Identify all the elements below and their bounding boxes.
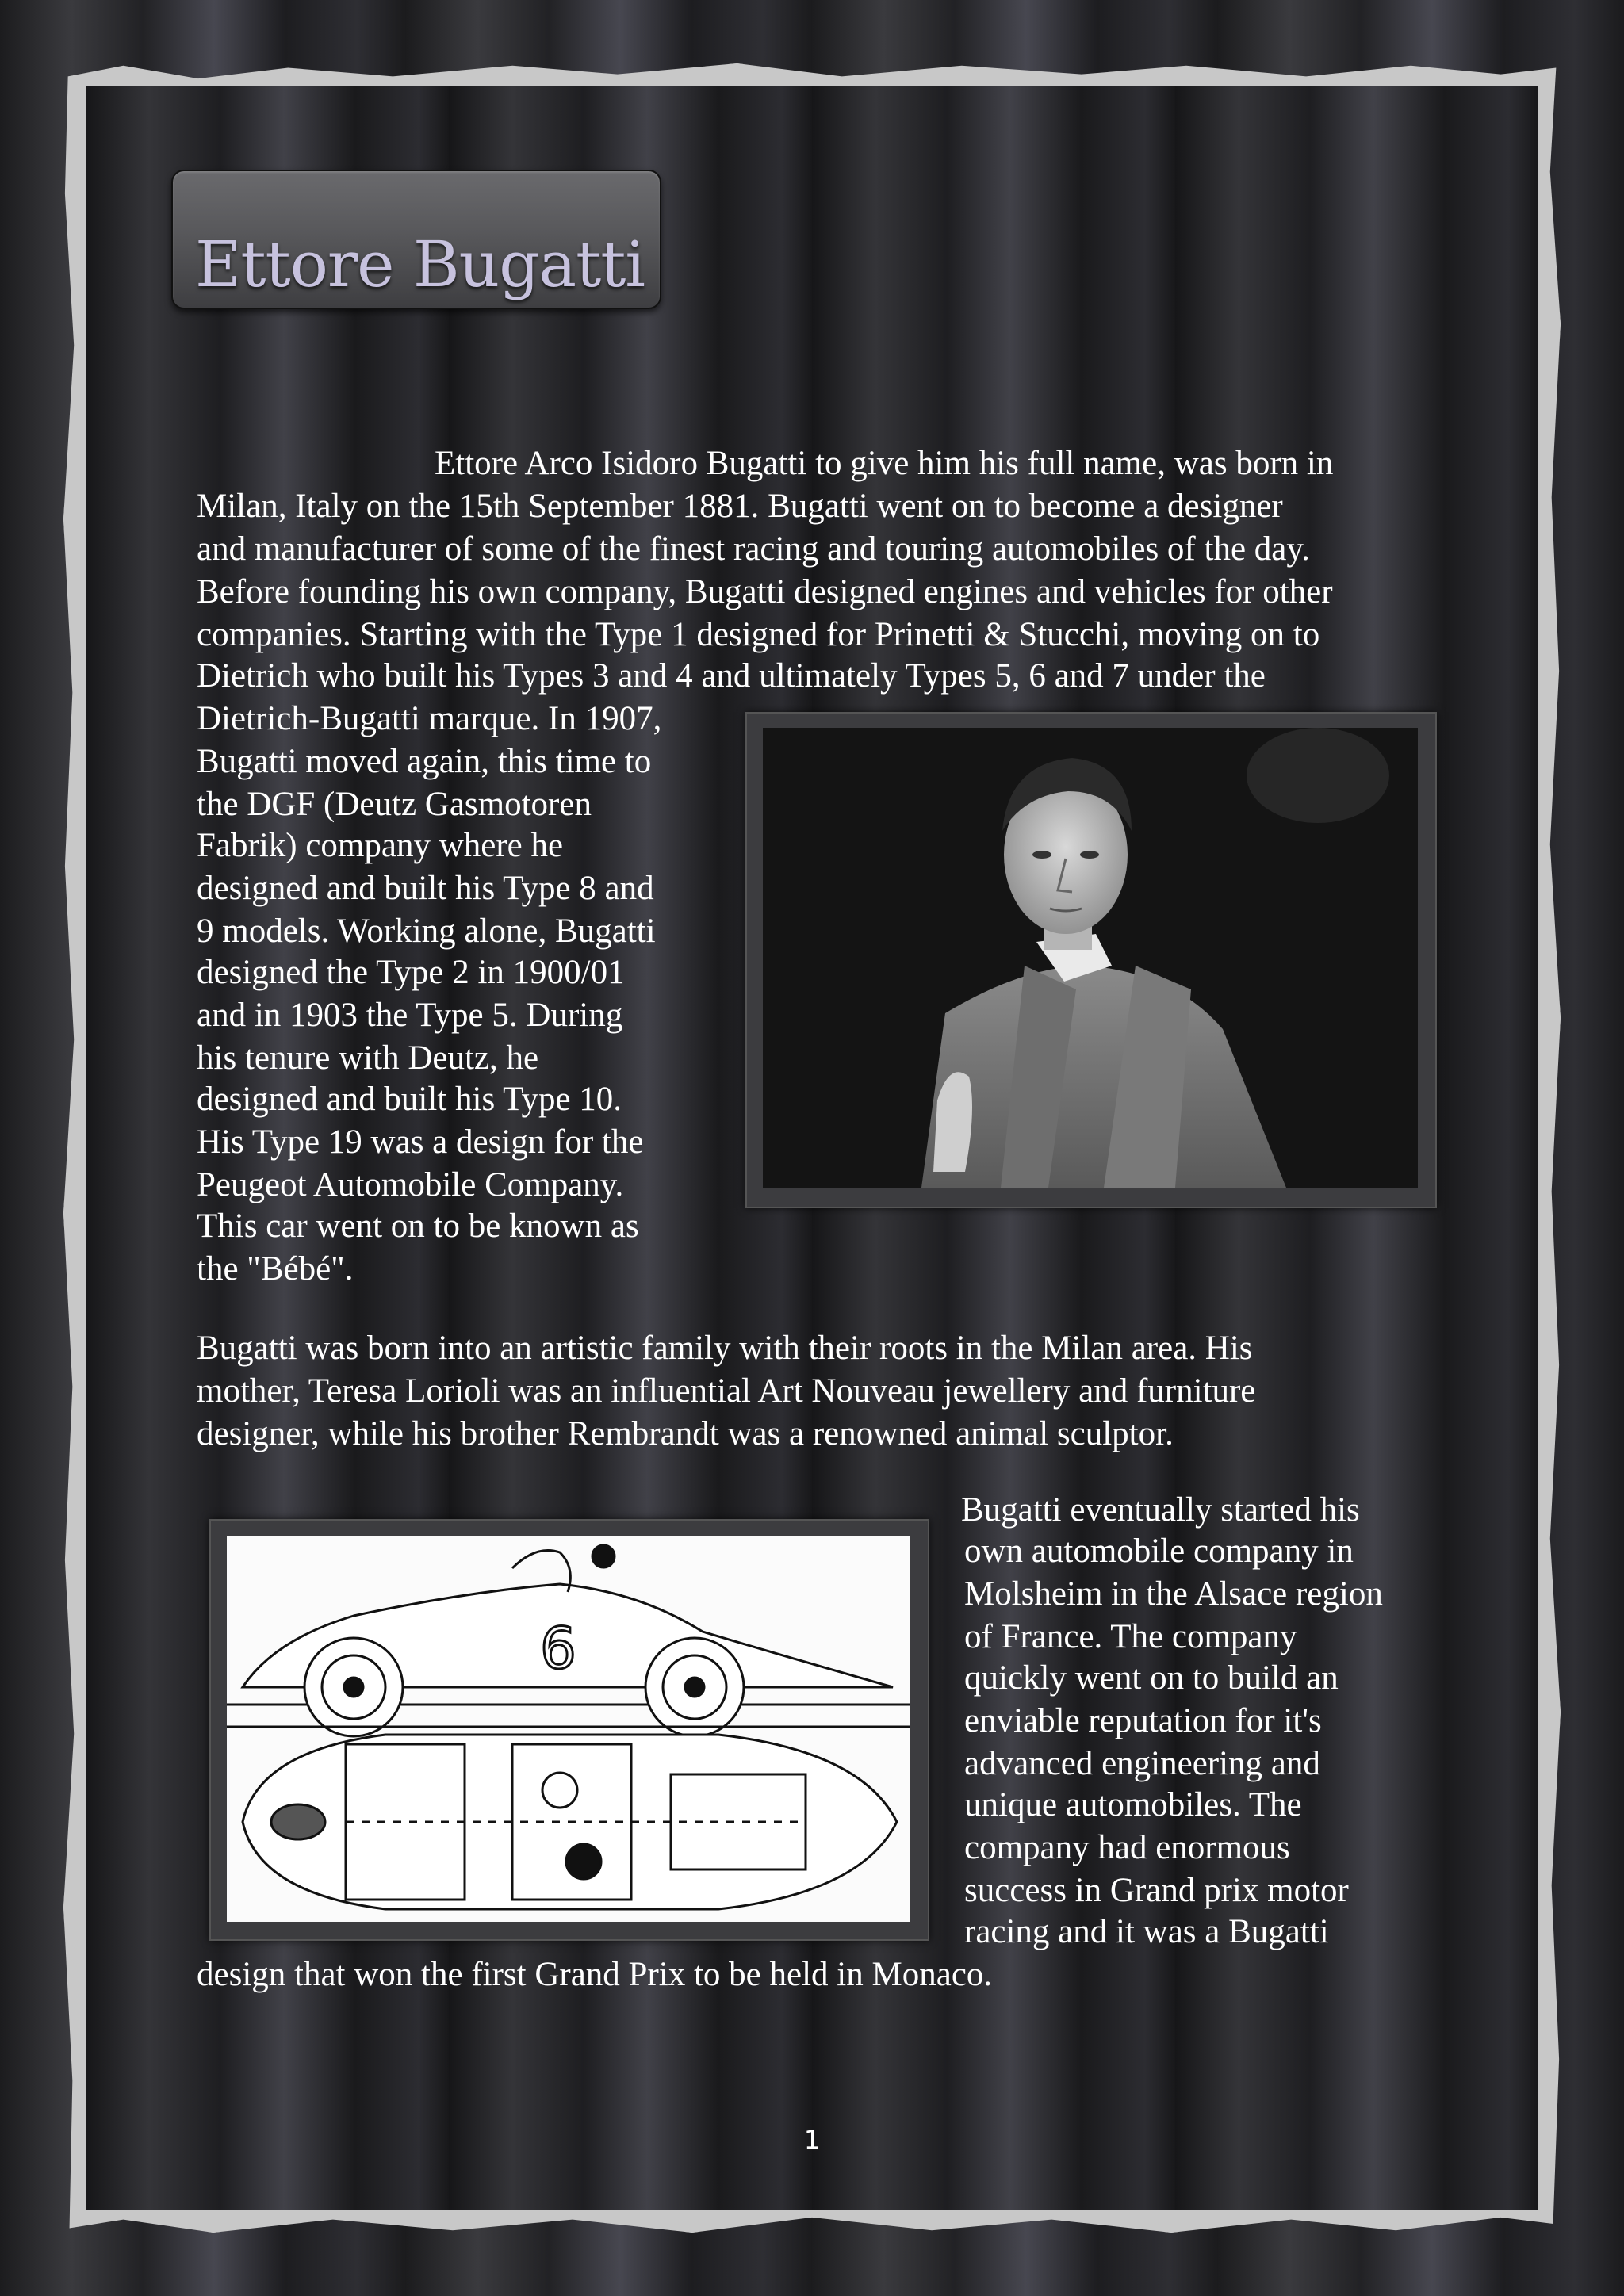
page-number: 1 (803, 2125, 821, 2155)
paragraph-line: racing and it was a Bugatti (964, 1913, 1329, 1950)
paragraph-line: Bugatti eventually started his (961, 1491, 1360, 1529)
paragraph-line: the DGF (Deutz Gasmotoren (197, 786, 592, 823)
paragraph-line: unique automobiles. The (964, 1786, 1302, 1823)
paragraph-line: quickly went on to build an (964, 1659, 1339, 1697)
paragraph-line: designed and built his Type 10. (197, 1081, 622, 1118)
paragraph-line: Bugatti was born into an artistic family with their roots in the Milan area. His (197, 1330, 1253, 1367)
paragraph-line: Molsheim in the Alsace region (964, 1575, 1383, 1613)
paragraph-line: of France. The company (964, 1618, 1297, 1655)
car-number: 6 (540, 1615, 576, 1682)
paragraph-line: company had enormous (964, 1829, 1290, 1866)
paragraph-line: Bugatti moved again, this time to (197, 743, 652, 780)
paragraph-line: Dietrich-Bugatti marque. In 1907, (197, 700, 662, 737)
paragraph-line: design that won the first Grand Prix to be held in Monaco. (197, 1956, 993, 1993)
paragraph-line: and in 1903 the Type 5. During (197, 997, 623, 1034)
paragraph-line: success in Grand prix motor (964, 1872, 1349, 1909)
paragraph-line: Dietrich who built his Types 3 and 4 and ultimately Types 5, 6 and 7 under the (197, 657, 1266, 695)
paragraph-line: This car went on to be known as (197, 1207, 639, 1245)
paragraph-line: designed the Type 2 in 1900/01 (197, 954, 625, 991)
paragraph-line: mother, Teresa Lorioli was an influential Art Nouveau jewellery and furniture (197, 1372, 1256, 1410)
paragraph-line: his tenure with Deutz, he (197, 1039, 539, 1077)
paragraph-line: 9 models. Working alone, Bugatti (197, 913, 656, 950)
paragraph-line: Peugeot Automobile Company. (197, 1166, 624, 1203)
paragraph-line: Ettore Arco Isidoro Bugatti to give him his full name, was born in (435, 445, 1334, 482)
paragraph-line: His Type 19 was a design for the (197, 1123, 644, 1161)
racing-car-blueprint-icon (227, 1536, 910, 1922)
page-title: Ettore Bugatti (195, 228, 645, 301)
paragraph-line: and manufacturer of some of the finest racing and touring automobiles of the day. (197, 530, 1310, 568)
paragraph-line: Fabrik) company where he (197, 827, 564, 864)
paragraph-line: own automobile company in (964, 1533, 1354, 1570)
paragraph-line: Milan, Italy on the 15th September 1881. Bugatti went on to become a designer (197, 488, 1283, 525)
paragraph-line: the "Bébé". (197, 1250, 354, 1288)
paragraph-line: Before founding his own company, Bugatti designed engines and vehicles for other (197, 573, 1333, 610)
paragraph-line: designed and built his Type 8 and (197, 870, 654, 907)
paragraph-line: companies. Starting with the Type 1 designed for Prinetti & Stucchi, moving on to (197, 616, 1320, 653)
paragraph-line: designer, while his brother Rembrandt was a renowned animal sculptor. (197, 1415, 1174, 1452)
portrait-photo-icon (763, 728, 1418, 1188)
paragraph-line: advanced engineering and (964, 1745, 1320, 1782)
paragraph-line: enviable reputation for it's (964, 1702, 1322, 1739)
